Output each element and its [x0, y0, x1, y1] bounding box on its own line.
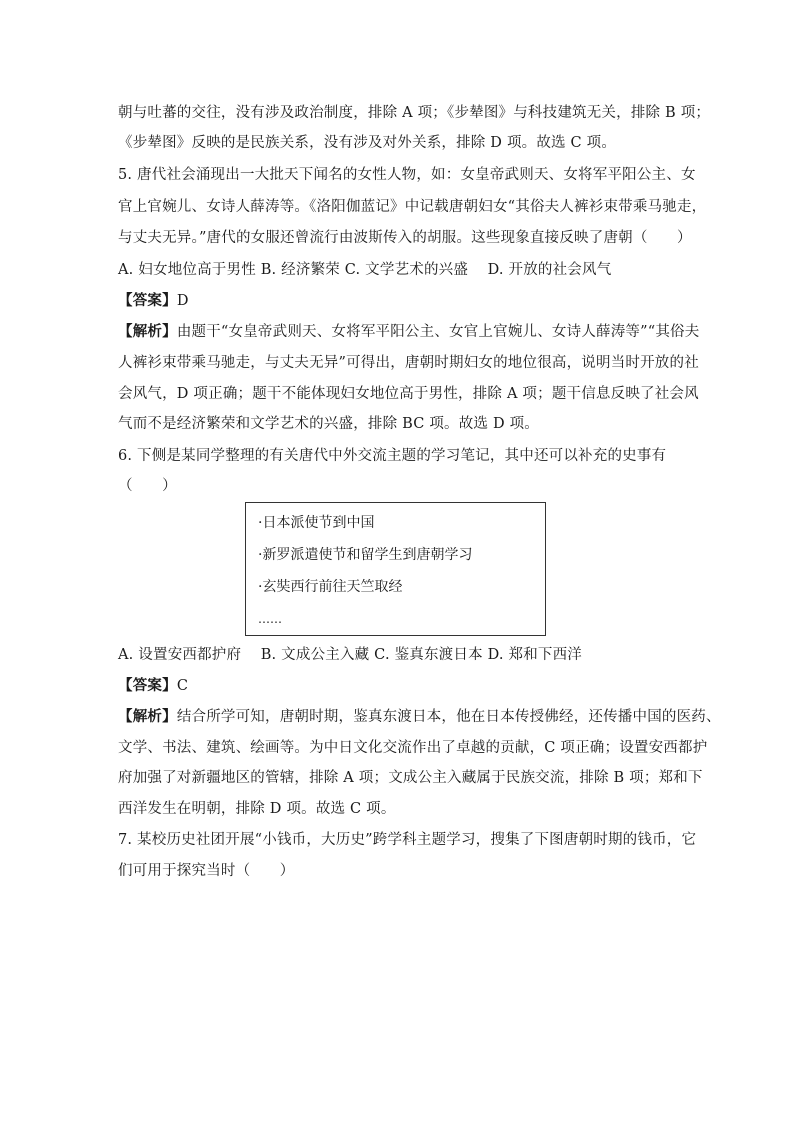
analysis-line: [118, 707, 721, 727]
analysis-line: 文学、书法、建筑、绘画等。为中日文化交流作出了卓越的贡献，C 项正确；设置安西都护: [118, 740, 708, 756]
question-5-stem: 与丈夫无异。”唐代的女服还曾流行由波斯传入的胡服。这些现象直接反映了唐朝（ ）: [118, 230, 692, 246]
answer-label: 【答案】: [118, 292, 177, 309]
analysis-line: 人裤衫束带乘马驰走，与丈夫无异”可得出，唐朝时期妇女的地位很高，说明当时开放的社: [118, 355, 699, 371]
text-line: 朝与吐蕃的交往，没有涉及政治制度，排除 A 项；《步辇图》与科技建筑无关，排除 B 项；: [118, 105, 711, 121]
question-7-stem: 们可用于探究当时（ ）: [118, 863, 295, 879]
analysis-label: 【解析】: [118, 708, 177, 725]
analysis-line: [118, 322, 700, 342]
note-item: ·玄奘西行前往天竺取经: [258, 579, 403, 595]
study-notes-box: [245, 502, 546, 636]
note-item: ·日本派使节到中国: [258, 515, 375, 531]
question-5-options: A. 妇女地位高于男性 B. 经济繁荣 C. 文学艺术的兴盛 D. 开放的社会风气: [118, 262, 612, 278]
analysis-label: 【解析】: [118, 323, 177, 340]
analysis-line: 气而不是经济繁荣和文学艺术的兴盛，排除 BC 项。故选 D 项。: [118, 416, 539, 432]
question-5-stem: 官上官婉儿、女诗人薛涛等。《洛阳伽蓝记》中记载唐朝妇女“其俗夫人裤衫束带乘马驰走，: [118, 199, 707, 215]
analysis-line: 府加强了对新疆地区的管辖，排除 A 项；文成公主入藏属于民族交流，排除 B 项；郑和下: [118, 770, 703, 786]
analysis-text: 结合所学可知，唐朝时期，鉴真东渡日本，他在日本传授佛经，还传播中国的医药、: [176, 709, 721, 725]
analysis-line: 会风气，D 项正确；题干不能体现妇女地位高于男性，排除 A 项；题干信息反映了社会风: [118, 386, 699, 402]
answer-label: 【答案】: [118, 677, 177, 694]
analysis-line: 西洋发生在明朝，排除 D 项。故选 C 项。: [118, 801, 396, 817]
answer-value: D: [176, 293, 189, 309]
question-7-stem: 7. 某校历史社团开展“小钱币，大历史”跨学科主题学习，搜集了下图唐朝时期的钱币，它: [118, 832, 697, 848]
analysis-text: 由题干“女皇帝武则天、女将军平阳公主、女官上官婉儿、女诗人薛涛等”“其俗夫: [176, 324, 700, 340]
note-ellipsis: ……: [258, 612, 282, 626]
note-item: ·新罗派遣使节和留学生到唐朝学习: [258, 547, 473, 563]
answer-line: [118, 291, 688, 311]
question-6-stem: 6. 下侧是某同学整理的有关唐代中外交流主题的学习笔记，其中还可以补充的史事有: [118, 448, 667, 464]
answer-value: C: [176, 678, 189, 694]
answer-line: [118, 676, 688, 696]
text-line: 《步辇图》反映的是民族关系，没有涉及对外关系，排除 D 项。故选 C 项。: [118, 135, 617, 151]
question-6-options: A. 设置安西都护府 B. 文成公主入藏 C. 鉴真东渡日本 D. 郑和下西洋: [118, 647, 583, 663]
question-5-stem: 5. 唐代社会涌现出一大批天下闻名的女性人物，如：女皇帝武则天、女将军平阳公主、女: [118, 167, 696, 183]
question-6-blank: （ ）: [118, 478, 177, 494]
